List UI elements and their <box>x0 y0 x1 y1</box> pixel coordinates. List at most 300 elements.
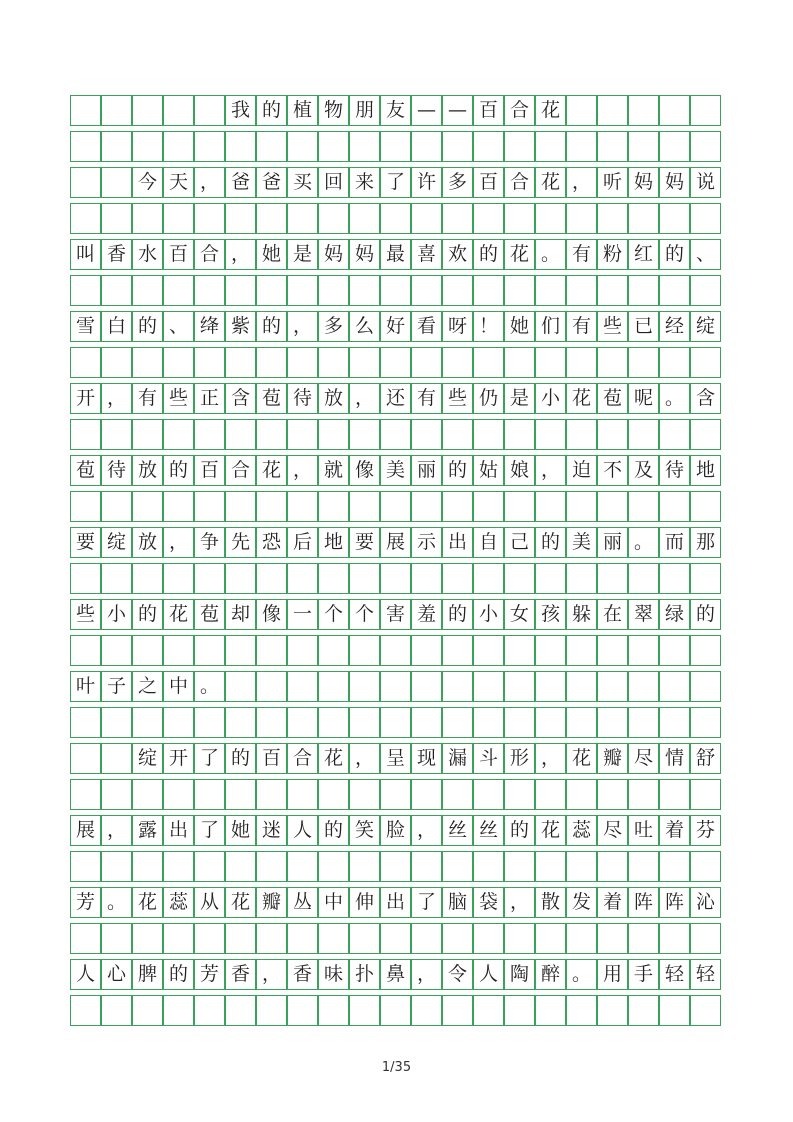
grid-cell: 天 <box>163 167 194 198</box>
grid-cell <box>287 203 318 234</box>
grid-cell <box>287 347 318 378</box>
grid-cell <box>132 419 163 450</box>
grid-cell <box>628 203 659 234</box>
grid-cell: 合 <box>194 239 225 270</box>
grid-cell <box>566 95 597 126</box>
grid-cell <box>70 167 101 198</box>
grid-cell <box>535 131 566 162</box>
grid-cell <box>256 491 287 522</box>
text-row <box>70 743 720 774</box>
grid-cell <box>318 671 349 702</box>
grid-cell <box>318 635 349 666</box>
grid-cell <box>411 851 442 882</box>
grid-cell: 、 <box>163 311 194 342</box>
grid-cell: 的 <box>504 815 535 846</box>
grid-cell <box>659 923 690 954</box>
grid-cell <box>225 671 256 702</box>
grid-cell <box>442 923 473 954</box>
grid-cell: 陶 <box>504 959 535 990</box>
grid-cell <box>318 131 349 162</box>
grid-cell <box>690 95 721 126</box>
grid-cell: 的 <box>225 743 256 774</box>
grid-cell: 地 <box>318 527 349 558</box>
grid-cell <box>101 491 132 522</box>
grid-cell <box>628 635 659 666</box>
grid-cell: 美 <box>566 527 597 558</box>
grid-cell: 的 <box>535 527 566 558</box>
grid-cell <box>473 671 504 702</box>
grid-cell: 扑 <box>349 959 380 990</box>
grid-cell <box>628 419 659 450</box>
grid-cell <box>473 419 504 450</box>
grid-cell <box>473 203 504 234</box>
grid-cell <box>411 131 442 162</box>
grid-cell: 芳 <box>194 959 225 990</box>
grid-cell: 开 <box>70 383 101 414</box>
grid-cell <box>318 851 349 882</box>
grid-cell: 们 <box>535 311 566 342</box>
grid-cell: 脸 <box>380 815 411 846</box>
grid-cell <box>411 635 442 666</box>
grid-cell <box>132 563 163 594</box>
text-row <box>70 311 720 342</box>
grid-cell <box>163 779 194 810</box>
grid-cell <box>101 275 132 306</box>
grid-cell <box>380 635 411 666</box>
grid-cell <box>256 779 287 810</box>
grid-cell: 仍 <box>473 383 504 414</box>
grid-cell <box>225 707 256 738</box>
grid-cell: 欢 <box>442 239 473 270</box>
grid-cell <box>690 779 721 810</box>
grid-cell <box>690 707 721 738</box>
grid-cell: 伸 <box>349 887 380 918</box>
grid-cell: 花 <box>504 239 535 270</box>
grid-cell: 爸 <box>256 167 287 198</box>
grid-cell: 。 <box>566 959 597 990</box>
grid-cell: 的 <box>473 239 504 270</box>
grid-cell <box>349 275 380 306</box>
grid-cell: 美 <box>380 455 411 486</box>
grid-cell <box>690 923 721 954</box>
grid-cell: 用 <box>597 959 628 990</box>
grid-cell <box>194 563 225 594</box>
grid-cell <box>597 563 628 594</box>
text-row <box>70 383 720 414</box>
grid-cell <box>628 779 659 810</box>
blank-row <box>70 131 720 162</box>
grid-cell <box>504 707 535 738</box>
grid-cell <box>690 275 721 306</box>
grid-cell: 花 <box>256 455 287 486</box>
grid-cell: 不 <box>597 455 628 486</box>
grid-cell <box>318 923 349 954</box>
grid-cell: 听 <box>597 167 628 198</box>
grid-cell: ， <box>349 383 380 414</box>
grid-cell <box>690 347 721 378</box>
grid-cell: 展 <box>380 527 411 558</box>
grid-cell <box>163 419 194 450</box>
grid-cell <box>504 995 535 1026</box>
grid-cell <box>318 203 349 234</box>
grid-cell <box>70 779 101 810</box>
grid-cell <box>442 131 473 162</box>
grid-cell <box>659 707 690 738</box>
grid-cell <box>659 851 690 882</box>
grid-cell: 心 <box>101 959 132 990</box>
grid-cell <box>225 923 256 954</box>
grid-cell: 花 <box>566 383 597 414</box>
grid-cell: 妈 <box>349 239 380 270</box>
grid-cell <box>101 995 132 1026</box>
grid-cell: 袋 <box>473 887 504 918</box>
grid-cell: 的 <box>690 599 721 630</box>
grid-cell <box>690 851 721 882</box>
grid-cell <box>349 563 380 594</box>
grid-cell <box>256 995 287 1026</box>
grid-cell <box>380 671 411 702</box>
grid-cell: 。 <box>628 527 659 558</box>
grid-cell: 而 <box>659 527 690 558</box>
grid-cell <box>442 275 473 306</box>
grid-cell: 香 <box>287 959 318 990</box>
grid-cell: 叶 <box>70 671 101 702</box>
grid-cell <box>659 635 690 666</box>
grid-cell <box>473 851 504 882</box>
grid-cell <box>628 563 659 594</box>
grid-cell: 有 <box>566 239 597 270</box>
grid-cell: 多 <box>318 311 349 342</box>
grid-cell: 尽 <box>597 815 628 846</box>
grid-cell <box>566 671 597 702</box>
grid-cell: 含 <box>225 383 256 414</box>
grid-cell <box>659 275 690 306</box>
grid-cell <box>659 995 690 1026</box>
grid-cell <box>318 491 349 522</box>
grid-cell <box>225 635 256 666</box>
grid-cell <box>163 131 194 162</box>
grid-cell <box>132 131 163 162</box>
grid-cell <box>442 671 473 702</box>
grid-cell: 物 <box>318 95 349 126</box>
grid-cell: 鼻 <box>380 959 411 990</box>
grid-cell <box>566 707 597 738</box>
grid-cell <box>504 131 535 162</box>
grid-cell: ， <box>225 239 256 270</box>
grid-cell: — <box>442 95 473 126</box>
grid-cell <box>70 203 101 234</box>
grid-cell <box>566 203 597 234</box>
grid-cell <box>318 419 349 450</box>
grid-cell: 及 <box>628 455 659 486</box>
grid-cell: 么 <box>349 311 380 342</box>
grid-cell <box>256 419 287 450</box>
grid-cell: 人 <box>70 959 101 990</box>
grid-cell <box>225 419 256 450</box>
grid-cell <box>535 635 566 666</box>
grid-cell: 蕊 <box>566 815 597 846</box>
grid-cell: 呢 <box>628 383 659 414</box>
grid-cell: 妈 <box>659 167 690 198</box>
grid-cell: 丽 <box>411 455 442 486</box>
grid-cell <box>349 635 380 666</box>
blank-row <box>70 779 720 810</box>
grid-cell: 。 <box>659 383 690 414</box>
text-row <box>70 95 720 126</box>
grid-cell <box>287 635 318 666</box>
grid-cell: 粉 <box>597 239 628 270</box>
grid-cell: 合 <box>225 455 256 486</box>
grid-cell: 味 <box>318 959 349 990</box>
grid-cell <box>659 779 690 810</box>
grid-cell <box>411 707 442 738</box>
grid-cell <box>628 131 659 162</box>
grid-cell: 迫 <box>566 455 597 486</box>
grid-cell: 放 <box>132 527 163 558</box>
grid-cell <box>163 563 194 594</box>
grid-cell <box>70 347 101 378</box>
blank-row <box>70 203 720 234</box>
grid-cell: 百 <box>194 455 225 486</box>
grid-cell: 花 <box>566 743 597 774</box>
grid-cell <box>287 707 318 738</box>
grid-cell <box>442 491 473 522</box>
grid-cell: 阵 <box>659 887 690 918</box>
grid-cell <box>349 491 380 522</box>
grid-cell: 许 <box>411 167 442 198</box>
grid-cell: 尽 <box>628 743 659 774</box>
grid-cell <box>597 275 628 306</box>
grid-cell: 百 <box>473 167 504 198</box>
grid-cell: 还 <box>380 383 411 414</box>
grid-cell: 示 <box>411 527 442 558</box>
grid-cell: 先 <box>225 527 256 558</box>
grid-cell <box>380 923 411 954</box>
grid-cell: 发 <box>566 887 597 918</box>
grid-cell <box>380 275 411 306</box>
grid-cell <box>504 419 535 450</box>
grid-cell: 出 <box>442 527 473 558</box>
grid-cell: 爸 <box>225 167 256 198</box>
grid-cell: 的 <box>442 455 473 486</box>
grid-cell: 孩 <box>535 599 566 630</box>
grid-cell: 好 <box>380 311 411 342</box>
grid-cell <box>628 923 659 954</box>
grid-cell: 合 <box>504 167 535 198</box>
grid-cell <box>349 131 380 162</box>
grid-cell: 待 <box>101 455 132 486</box>
grid-cell <box>411 203 442 234</box>
grid-cell: 沁 <box>690 887 721 918</box>
grid-cell: 友 <box>380 95 411 126</box>
grid-cell: 翠 <box>628 599 659 630</box>
grid-cell: ， <box>535 743 566 774</box>
grid-cell: 出 <box>380 887 411 918</box>
grid-cell <box>535 707 566 738</box>
grid-cell: 香 <box>101 239 132 270</box>
grid-cell: 待 <box>287 383 318 414</box>
grid-cell: 斗 <box>473 743 504 774</box>
grid-cell <box>225 491 256 522</box>
grid-cell: ， <box>566 167 597 198</box>
grid-cell: 的 <box>256 311 287 342</box>
grid-cell <box>225 275 256 306</box>
grid-cell <box>442 995 473 1026</box>
grid-cell: 绽 <box>101 527 132 558</box>
grid-cell <box>504 275 535 306</box>
grid-cell <box>690 563 721 594</box>
grid-cell <box>163 203 194 234</box>
grid-cell: 、 <box>690 239 721 270</box>
grid-cell: 些 <box>442 383 473 414</box>
grid-cell: 小 <box>535 383 566 414</box>
grid-cell <box>287 995 318 1026</box>
grid-cell <box>566 131 597 162</box>
grid-cell <box>535 779 566 810</box>
grid-cell: ， <box>194 167 225 198</box>
grid-cell <box>566 275 597 306</box>
grid-cell <box>101 347 132 378</box>
grid-cell <box>628 671 659 702</box>
grid-cell: 她 <box>256 239 287 270</box>
grid-cell: 芳 <box>70 887 101 918</box>
grid-cell: 的 <box>132 599 163 630</box>
grid-cell: 丛 <box>287 887 318 918</box>
grid-cell <box>504 851 535 882</box>
grid-cell <box>194 275 225 306</box>
grid-cell: 雪 <box>70 311 101 342</box>
grid-cell <box>318 779 349 810</box>
grid-cell <box>225 131 256 162</box>
grid-cell <box>70 131 101 162</box>
grid-cell <box>659 203 690 234</box>
grid-cell <box>690 419 721 450</box>
grid-cell: 从 <box>194 887 225 918</box>
grid-cell: ， <box>287 455 318 486</box>
grid-cell: ， <box>101 383 132 414</box>
grid-cell <box>380 851 411 882</box>
grid-cell: 个 <box>349 599 380 630</box>
grid-cell <box>70 491 101 522</box>
grid-cell: 迷 <box>256 815 287 846</box>
grid-cell <box>566 419 597 450</box>
grid-cell <box>318 707 349 738</box>
grid-cell <box>566 635 597 666</box>
grid-cell: 手 <box>628 959 659 990</box>
grid-cell: 百 <box>163 239 194 270</box>
grid-cell: 来 <box>349 167 380 198</box>
grid-cell <box>70 995 101 1026</box>
grid-cell <box>535 995 566 1026</box>
grid-cell: 今 <box>132 167 163 198</box>
grid-cell: ， <box>163 527 194 558</box>
grid-cell <box>287 419 318 450</box>
grid-cell <box>101 563 132 594</box>
grid-cell: 苞 <box>70 455 101 486</box>
grid-cell <box>163 275 194 306</box>
grid-cell <box>287 923 318 954</box>
grid-cell <box>225 995 256 1026</box>
grid-cell <box>473 347 504 378</box>
grid-cell: 己 <box>504 527 535 558</box>
grid-cell <box>442 347 473 378</box>
grid-cell <box>659 347 690 378</box>
blank-row <box>70 347 720 378</box>
grid-cell <box>535 275 566 306</box>
grid-cell <box>411 923 442 954</box>
grid-cell <box>442 779 473 810</box>
grid-cell: 个 <box>318 599 349 630</box>
grid-cell: 开 <box>163 743 194 774</box>
grid-cell <box>287 851 318 882</box>
grid-cell: 像 <box>349 455 380 486</box>
grid-cell: 花 <box>535 815 566 846</box>
grid-cell: 紫 <box>225 311 256 342</box>
grid-cell: 阵 <box>628 887 659 918</box>
grid-cell <box>132 995 163 1026</box>
grid-cell <box>194 707 225 738</box>
grid-cell: — <box>411 95 442 126</box>
grid-cell <box>442 203 473 234</box>
grid-cell <box>132 851 163 882</box>
grid-cell <box>628 995 659 1026</box>
grid-cell: ， <box>411 815 442 846</box>
grid-cell: 回 <box>318 167 349 198</box>
grid-cell <box>132 347 163 378</box>
grid-cell: 她 <box>504 311 535 342</box>
grid-cell: 香 <box>225 959 256 990</box>
grid-cell: 妈 <box>628 167 659 198</box>
grid-cell <box>535 671 566 702</box>
grid-cell <box>535 563 566 594</box>
grid-cell <box>194 419 225 450</box>
grid-cell <box>628 851 659 882</box>
grid-cell <box>442 851 473 882</box>
grid-cell: 轻 <box>659 959 690 990</box>
grid-cell <box>132 275 163 306</box>
grid-cell: 女 <box>504 599 535 630</box>
grid-cell <box>70 707 101 738</box>
grid-cell: 脑 <box>442 887 473 918</box>
grid-cell <box>504 203 535 234</box>
grid-cell: 人 <box>287 815 318 846</box>
grid-cell <box>256 563 287 594</box>
grid-cell: 喜 <box>411 239 442 270</box>
grid-cell <box>504 779 535 810</box>
grid-cell: 着 <box>659 815 690 846</box>
grid-cell: 绽 <box>690 311 721 342</box>
grid-cell <box>256 635 287 666</box>
grid-cell <box>256 923 287 954</box>
grid-cell <box>225 347 256 378</box>
grid-cell <box>659 95 690 126</box>
grid-cell <box>690 203 721 234</box>
grid-cell: 百 <box>473 95 504 126</box>
grid-cell: 是 <box>504 383 535 414</box>
grid-cell <box>535 851 566 882</box>
grid-cell <box>256 347 287 378</box>
grid-cell <box>380 563 411 594</box>
grid-cell <box>349 671 380 702</box>
grid-cell: 情 <box>659 743 690 774</box>
blank-row <box>70 419 720 450</box>
grid-cell: 恐 <box>256 527 287 558</box>
grid-cell: 害 <box>380 599 411 630</box>
grid-cell: 地 <box>690 455 721 486</box>
grid-cell <box>597 131 628 162</box>
grid-cell <box>101 203 132 234</box>
grid-cell <box>690 671 721 702</box>
